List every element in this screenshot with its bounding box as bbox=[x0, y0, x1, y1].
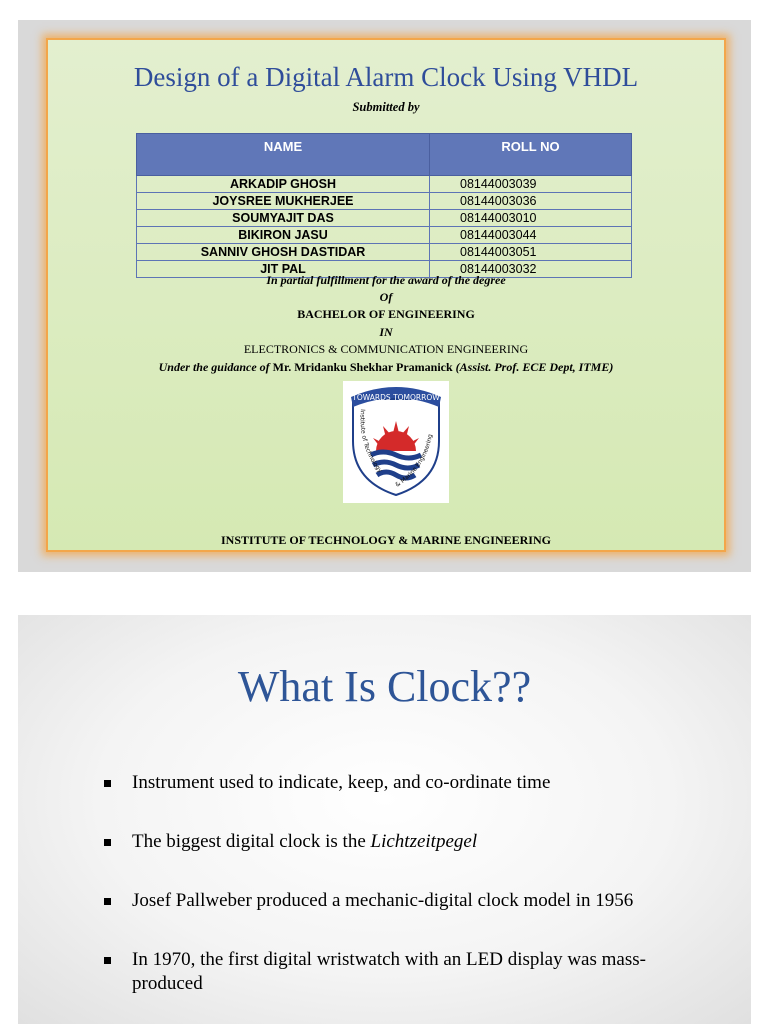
fulfillment-line: In partial fulfillment for the award of the degree bbox=[266, 273, 506, 287]
guide-name: Mr. Mridanku Shekhar Pramanick bbox=[269, 360, 456, 374]
institute-name: INSTITUTE OF TECHNOLOGY & MARINE ENGINEERING bbox=[221, 533, 551, 547]
student-name: JOYSREE MUKHERJEE bbox=[137, 193, 430, 210]
slide-2 bbox=[18, 615, 751, 1024]
table-row bbox=[137, 227, 632, 244]
bullet-square-icon bbox=[104, 780, 111, 787]
bullet-text: The biggest digital clock is the bbox=[132, 831, 371, 852]
bullet-text: Instrument used to indicate, keep, and co-ordinate time bbox=[132, 772, 551, 793]
bullet-item bbox=[104, 889, 732, 913]
in-line: IN bbox=[379, 325, 393, 339]
student-name: SOUMYAJIT DAS bbox=[137, 210, 430, 227]
student-roll: 08144003010 bbox=[430, 210, 632, 227]
logo-ring-right-text: & Marine Engineering bbox=[394, 433, 435, 489]
student-name: BIKIRON JASU bbox=[137, 227, 430, 244]
student-roll: 08144003032 bbox=[430, 261, 632, 278]
table-header-row bbox=[137, 134, 632, 176]
table-row bbox=[137, 193, 632, 210]
student-name: JIT PAL bbox=[137, 261, 430, 278]
slide-1-title: Design of a Digital Alarm Clock Using VHDL bbox=[133, 62, 639, 92]
student-roll: 08144003039 bbox=[430, 176, 632, 193]
slide-1 bbox=[18, 20, 751, 572]
branch-line: ELECTRONICS & COMMUNICATION ENGINEERING bbox=[243, 342, 529, 356]
slide-1-content bbox=[46, 38, 726, 552]
logo-ring-left-text: Institute of Technology bbox=[358, 408, 384, 475]
institute-logo bbox=[343, 381, 449, 503]
guidance-line bbox=[48, 360, 724, 375]
slide-2-title: What Is Clock?? bbox=[237, 662, 532, 711]
bullet-item bbox=[104, 830, 732, 854]
student-roll: 08144003051 bbox=[430, 244, 632, 261]
table-row bbox=[137, 176, 632, 193]
bullet-text: In 1970, the first digital wristwatch with an LED display was mass-produced bbox=[132, 949, 646, 994]
student-roll: 08144003044 bbox=[430, 227, 632, 244]
bullet-italic-text: Lichtzeitpegel bbox=[370, 831, 478, 852]
degree-line: BACHELOR OF ENGINEERING bbox=[297, 307, 475, 321]
bullet-square-icon bbox=[104, 957, 111, 964]
submitted-by-label: Submitted by bbox=[352, 100, 420, 114]
logo-banner-text: TOWARDS TOMORROW bbox=[352, 393, 440, 402]
column-header-name: NAME bbox=[137, 134, 430, 176]
bullet-text: Josef Pallweber produced a mechanic-digital clock model in 1956 bbox=[132, 890, 634, 911]
student-roll: 08144003036 bbox=[430, 193, 632, 210]
guidance-prefix: Under the guidance of bbox=[158, 360, 270, 374]
student-name: ARKADIP GHOSH bbox=[137, 176, 430, 193]
student-name: SANNIV GHOSH DASTIDAR bbox=[137, 244, 430, 261]
bullet-item bbox=[104, 948, 692, 996]
table-row bbox=[137, 210, 632, 227]
column-header-roll: ROLL NO bbox=[430, 134, 632, 176]
student-table bbox=[136, 133, 632, 278]
bullet-square-icon bbox=[104, 898, 111, 905]
guide-title: (Assist. Prof. ECE Dept, ITME) bbox=[455, 360, 614, 374]
of-line: Of bbox=[379, 290, 393, 304]
bullet-square-icon bbox=[104, 839, 111, 846]
table-row bbox=[137, 244, 632, 261]
bullet-item bbox=[104, 771, 732, 795]
